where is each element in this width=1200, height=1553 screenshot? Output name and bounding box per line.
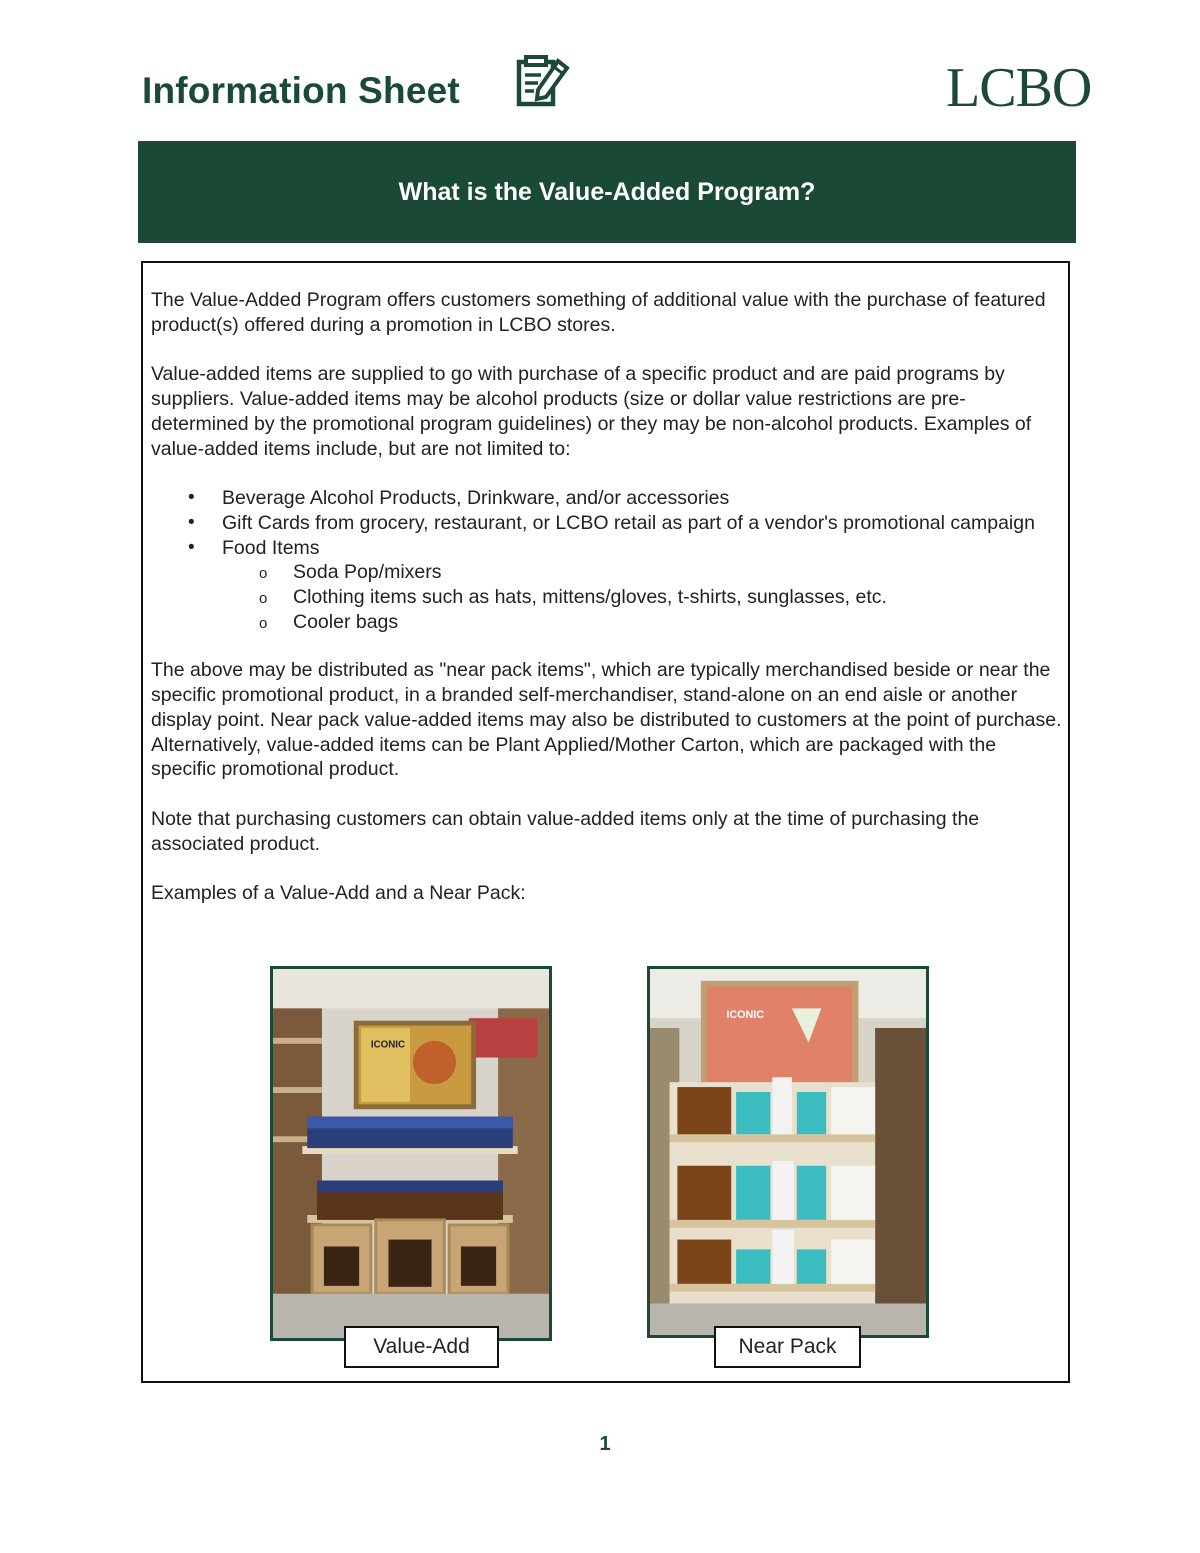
- section-banner: [138, 141, 1076, 243]
- page-title: Information Sheet: [142, 70, 460, 111]
- sign-text: ICONIC: [726, 1009, 764, 1022]
- examples-intro: Examples of a Value-Add and a Near Pack:: [151, 882, 526, 905]
- sub-list-item: o Clothing items such as hats, mittens/gloves, t-shirts, sunglasses, etc.: [293, 585, 1063, 610]
- value-add-photo: [270, 966, 552, 1341]
- lcbo-logo: LCBO: [946, 57, 1092, 119]
- body-text: [151, 288, 1063, 931]
- list-item: [222, 536, 1063, 635]
- intro-paragraph: The Value-Added Program offers customers something of additional value with the purchase of featured product(s) offered during a promotion in LCBO stores.: [151, 289, 1046, 336]
- list-item-label: Food Items: [222, 536, 320, 559]
- banner-heading: What is the Value-Added Program?: [398, 177, 816, 206]
- details-paragraph: Value-added items are supplied to go with purchase of a specific product and are paid programs by suppliers. Value-added items may be alcohol products (size or dollar value restrictions are pre-determined by the promotional program guidelines) or they may be non-alcohol products. Examples of value-added items include, but are not limited to:: [151, 363, 1032, 460]
- near-pack-paragraph: The above may be distributed as "near pack items", which are typically merchandised beside or near the specific promotional product, in a branded self-merchandiser, stand-alone on an end aisle or another display point. Near pack value-added items may also be distributed to customers at the point of purchase. Alternatively, value-added items can be Plant Applied/Mother Carton, which are packaged with the specific promotional product.: [151, 659, 1062, 781]
- examples-list: [151, 486, 1063, 634]
- page-number: 1: [599, 1433, 611, 1455]
- sub-list-item: o Soda Pop/mixers: [293, 560, 1063, 585]
- sign-text: ICONIC: [370, 1039, 406, 1051]
- sub-list-item: o Cooler bags: [293, 610, 1063, 635]
- value-add-caption: Value-Add: [344, 1326, 499, 1368]
- list-item: • Gift Cards from grocery, restaurant, or LCBO retail as part of a vendor's promotional campaign: [222, 511, 1063, 536]
- sub-list: [222, 560, 1063, 634]
- near-pack-photo: [647, 966, 929, 1338]
- list-item: • Beverage Alcohol Products, Drinkware, and/or accessories: [222, 486, 1063, 511]
- notepad-icon: [514, 53, 570, 109]
- near-pack-caption: Near Pack: [714, 1326, 861, 1368]
- note-paragraph: Note that purchasing customers can obtain value-added items only at the time of purchasing the associated product.: [151, 807, 980, 855]
